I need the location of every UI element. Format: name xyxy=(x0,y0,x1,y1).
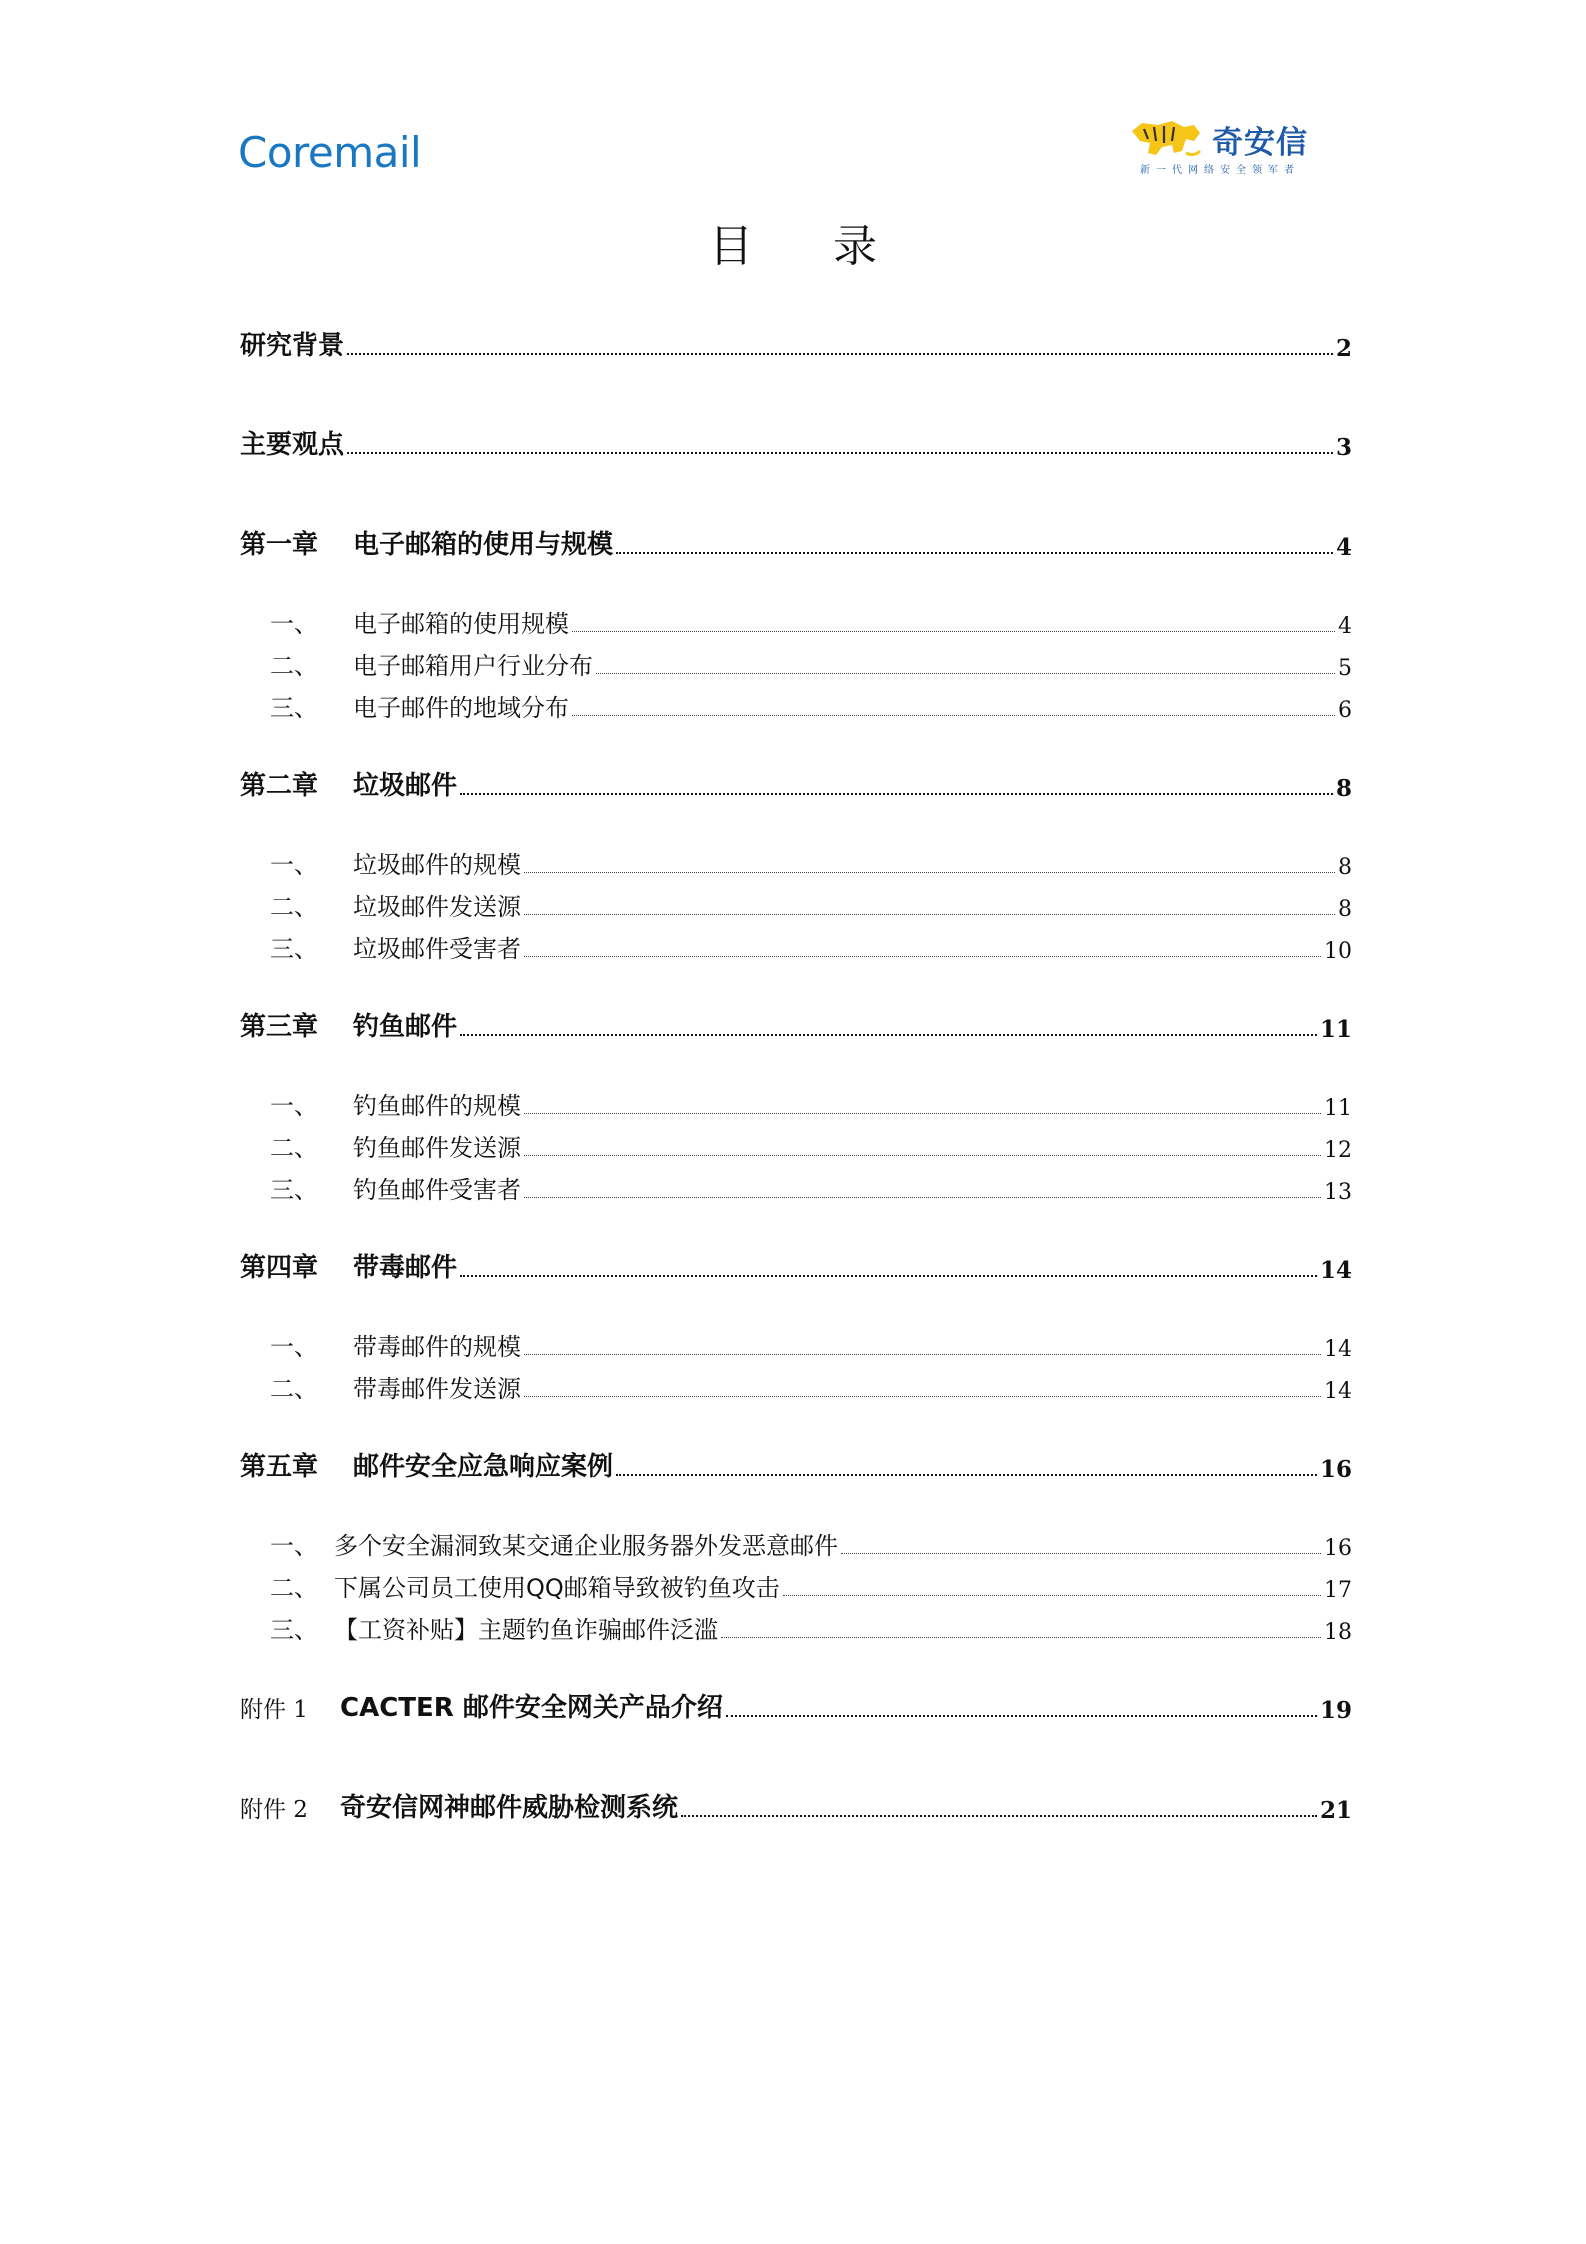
toc-entry-page: 11 xyxy=(1319,1016,1352,1043)
toc-section[interactable] xyxy=(240,1521,1352,1561)
toc-entry-page: 10 xyxy=(1324,939,1352,964)
toc-chapter-number: 第二章 xyxy=(240,771,319,801)
toc-entry-label: 邮件安全应急响应案例 xyxy=(353,1452,614,1482)
toc-section-number: 二、 xyxy=(270,1375,318,1403)
toc-section[interactable] xyxy=(240,1123,1352,1163)
toc-section[interactable] xyxy=(240,1364,1352,1404)
qianxin-logo xyxy=(1128,115,1338,177)
toc-section[interactable] xyxy=(240,641,1352,681)
toc-entry-page: 12 xyxy=(1324,1138,1352,1163)
toc-leader xyxy=(524,1395,1321,1397)
toc-entry-page: 16 xyxy=(1319,1456,1352,1483)
toc-section[interactable] xyxy=(240,683,1352,723)
toc-leader xyxy=(460,1033,1317,1036)
toc-entry-label: 带毒邮件 xyxy=(353,1253,458,1283)
toc-leader xyxy=(524,1112,1321,1114)
brand-name: 奇安信 xyxy=(1212,125,1308,161)
toc-section-number: 三、 xyxy=(270,1616,318,1644)
toc-section-number: 二、 xyxy=(270,893,318,921)
toc-entry-label: 【工资补贴】主题钓鱼诈骗邮件泛滥 xyxy=(334,1616,718,1644)
brand-tagline: 新一代网络安全领军者 xyxy=(1140,165,1300,176)
toc-annex-number-text: 附件 1 xyxy=(240,1697,308,1723)
toc-entry-label: 钓鱼邮件的规模 xyxy=(353,1092,521,1120)
toc-annex[interactable] xyxy=(240,1784,1352,1824)
toc-entry-label: 电子邮件的地域分布 xyxy=(353,694,569,722)
toc-section[interactable] xyxy=(240,1605,1352,1645)
toc-leader xyxy=(524,1196,1321,1198)
toc-entry-page: 14 xyxy=(1324,1337,1352,1362)
toc-section-number: 二、 xyxy=(270,1134,318,1162)
toc-chapter-number: 第五章 xyxy=(240,1452,319,1482)
toc-chapter[interactable] xyxy=(240,1003,1352,1043)
toc-leader xyxy=(460,1274,1317,1277)
toc-entry-label: 钓鱼邮件 xyxy=(353,1012,458,1042)
toc-section-number: 一、 xyxy=(270,1333,318,1361)
toc-entry-page: 4 xyxy=(1338,614,1352,639)
toc-entry-label: 带毒邮件的规模 xyxy=(353,1333,521,1361)
toc-leader xyxy=(524,955,1321,957)
toc-entry-label: 钓鱼邮件受害者 xyxy=(353,1176,521,1204)
toc-section-number: 一、 xyxy=(270,610,318,638)
toc-entry-label: 钓鱼邮件发送源 xyxy=(353,1134,521,1162)
toc-chapter-number: 第一章 xyxy=(240,530,319,560)
toc-annex[interactable] xyxy=(240,1684,1352,1724)
toc-entry[interactable] xyxy=(240,322,1352,362)
toc-chapter[interactable] xyxy=(240,762,1352,802)
toc-leader xyxy=(726,1714,1317,1717)
toc-leader xyxy=(616,1473,1317,1476)
toc-section-number: 三、 xyxy=(270,1176,318,1204)
toc-entry-page: 13 xyxy=(1324,1180,1352,1205)
toc-leader xyxy=(572,630,1335,632)
toc-section[interactable] xyxy=(240,924,1352,964)
toc-leader xyxy=(347,451,1333,454)
toc-section[interactable] xyxy=(240,599,1352,639)
toc-entry-page: 16 xyxy=(1324,1536,1352,1561)
toc-entry-label: 垃圾邮件的规模 xyxy=(353,851,521,879)
toc-leader xyxy=(460,792,1333,795)
toc-entry-label: 电子邮箱的使用规模 xyxy=(353,610,569,638)
toc-entry-page: 3 xyxy=(1335,434,1352,461)
toc-leader xyxy=(841,1552,1321,1554)
toc-leader xyxy=(681,1814,1317,1817)
toc-section-number: 三、 xyxy=(270,694,318,722)
toc-entry-page: 8 xyxy=(1338,897,1352,922)
toc-entry-page: 14 xyxy=(1319,1257,1352,1284)
toc-leader xyxy=(616,551,1333,554)
toc-chapter[interactable] xyxy=(240,521,1352,561)
toc-section-number: 一、 xyxy=(270,851,318,879)
toc-entry-label: 研究背景 xyxy=(240,331,345,361)
toc-entry-page: 19 xyxy=(1319,1697,1352,1724)
toc-entry-label: 主要观点 xyxy=(240,430,345,460)
toc-entry-label: 垃圾邮件受害者 xyxy=(353,935,521,963)
toc-entry-label: 垃圾邮件 xyxy=(353,771,458,801)
toc-section[interactable] xyxy=(240,1165,1352,1205)
toc-leader xyxy=(572,714,1335,716)
toc-entry-page: 14 xyxy=(1324,1379,1352,1404)
toc-section[interactable] xyxy=(240,840,1352,880)
toc-leader xyxy=(347,352,1333,355)
toc-leader xyxy=(524,913,1335,915)
toc-entry-label: CACTER 邮件安全网关产品介绍 xyxy=(340,1693,723,1723)
toc-section-number: 一、 xyxy=(270,1092,318,1120)
toc-entry-label: 电子邮箱用户行业分布 xyxy=(353,652,593,680)
toc-entry-label: 下属公司员工使用QQ邮箱导致被钓鱼攻击 xyxy=(334,1574,780,1602)
toc-entry-page: 18 xyxy=(1324,1620,1352,1645)
toc-entry-page: 6 xyxy=(1338,698,1352,723)
toc-entry-label: 多个安全漏洞致某交通企业服务器外发恶意邮件 xyxy=(334,1532,838,1560)
toc-entry-page: 21 xyxy=(1319,1797,1352,1824)
toc-section-number: 一、 xyxy=(270,1532,318,1560)
toc-chapter-number: 第三章 xyxy=(240,1012,319,1042)
toc-entry[interactable] xyxy=(240,421,1352,461)
toc-leader xyxy=(524,871,1335,873)
toc-leader xyxy=(524,1154,1321,1156)
toc-section[interactable] xyxy=(240,1322,1352,1362)
toc-chapter[interactable] xyxy=(240,1443,1352,1483)
toc-chapter-number: 第四章 xyxy=(240,1253,319,1283)
toc-section[interactable] xyxy=(240,882,1352,922)
toc-annex-number-text: 附件 2 xyxy=(240,1797,308,1823)
toc-entry-page: 4 xyxy=(1335,534,1352,561)
toc-entry-page: 8 xyxy=(1335,775,1352,802)
coremail-logo: Coremail xyxy=(238,128,422,177)
toc-entry-page: 2 xyxy=(1335,335,1352,362)
toc-leader xyxy=(783,1594,1321,1596)
toc-entry-page: 11 xyxy=(1324,1096,1352,1121)
page-title: 目录 xyxy=(709,221,957,272)
toc-annex-number xyxy=(240,1691,340,1724)
toc-section-number: 三、 xyxy=(270,935,318,963)
toc-section-number: 二、 xyxy=(270,652,318,680)
toc-leader xyxy=(524,1353,1321,1355)
toc-annex-number xyxy=(240,1791,340,1824)
toc-section[interactable] xyxy=(240,1081,1352,1121)
toc-entry-page: 17 xyxy=(1324,1578,1352,1603)
toc-entry-page: 8 xyxy=(1338,855,1352,880)
tiger-mark-icon xyxy=(1128,117,1204,161)
toc-entry-label: 奇安信网神邮件威胁检测系统 xyxy=(340,1793,679,1823)
toc-leader xyxy=(721,1636,1321,1638)
toc-entry-page: 5 xyxy=(1338,656,1352,681)
toc-section-number: 二、 xyxy=(270,1574,318,1602)
toc-entry-label: 电子邮箱的使用与规模 xyxy=(353,530,614,560)
toc-chapter[interactable] xyxy=(240,1244,1352,1284)
toc-entry-label: 带毒邮件发送源 xyxy=(353,1375,521,1403)
toc-entry-label: 垃圾邮件发送源 xyxy=(353,893,521,921)
toc-leader xyxy=(596,672,1335,674)
toc-section[interactable] xyxy=(240,1563,1352,1603)
